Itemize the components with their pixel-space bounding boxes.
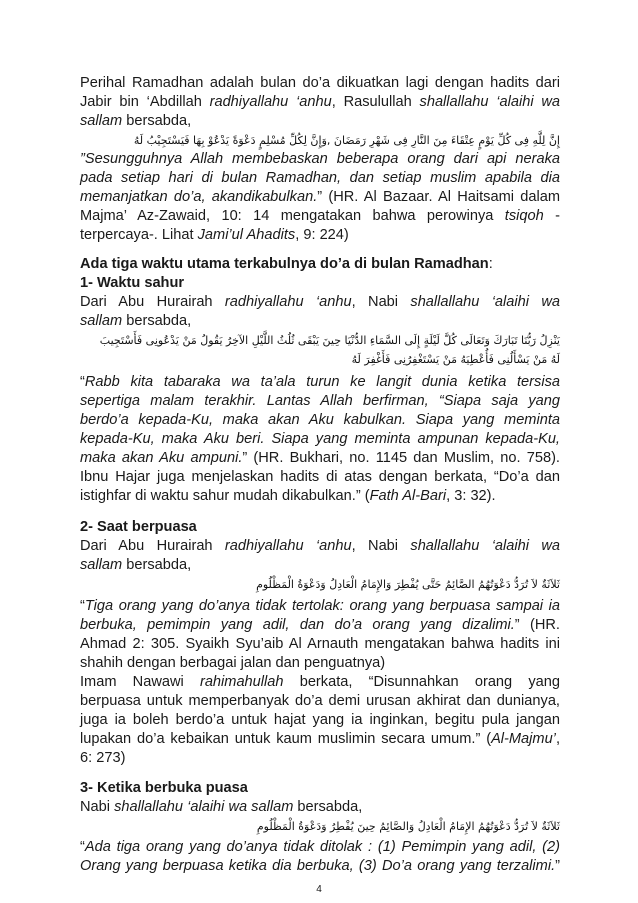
text: ”	[555, 858, 560, 874]
text: juga ia boleh berdo’a untuk hajat yang ia inginkan, begitu pula jangan	[80, 712, 560, 728]
text: Majma’ Az-Zawaid, 10: 14 mengatakan bahwa perowinya	[80, 208, 505, 224]
text: berpuasa untuk memperbanyak do’a demi urusan akhirat dan dunianya,	[80, 693, 560, 709]
text: -	[543, 208, 560, 224]
text: pada setiap hari di bulan Ramadhan, dan setiap muslim apabila dia	[80, 170, 560, 186]
intro-line-3	[80, 112, 560, 131]
text: Ibnu Hajar juga menjelaskan hadits di atas dengan berkata, “Do’a dan	[80, 469, 560, 485]
honorific: rahimahullah	[199, 674, 284, 690]
text: Dari Abu Hurairah	[80, 538, 225, 554]
sec1-line-1	[80, 293, 560, 312]
honorific: shallallahu ‘alaihi wa sallam	[114, 799, 294, 815]
sec2-nawawi-line-2	[80, 692, 560, 711]
sec1-para-line-1	[80, 468, 560, 487]
text: Jabir bin ‘Abdillah	[80, 94, 210, 110]
intro-line-2	[80, 93, 560, 112]
page-number: 4	[316, 884, 322, 895]
text: Imam Nawawi	[80, 674, 200, 690]
sec2-quote-line-3	[80, 635, 560, 654]
sec3-arabic-hadith: ثَلاَثَةٌ لاَ تُرَدُّ دَعْوَتُهُمُ الإِمَامُ الْعَادِلُ وَالصَّائِمُ حِينَ يُفْطِرُ وَدَعْوَةُ الْمَظْلُومِ	[256, 820, 560, 833]
sec2-arabic-hadith: ثَلاَثَةٌ لاَ تُرَدُّ دَعْوَتُهُمُ الصَّائِمُ حَتَّى يُفْطِرَ وَالإِمَامُ الْعَادِلُ وَدَعْوَةُ الْمَظْلُومِ	[256, 578, 560, 591]
text: berbuka, pemimpin yang adil, dan do’a orang yang dizalimi.	[80, 617, 515, 633]
sec1-quote-line-3	[80, 411, 560, 430]
sec2-quote-line-2	[80, 616, 560, 635]
book-title: Fath Al-Bari	[369, 488, 447, 504]
honorific: sallam	[80, 313, 123, 329]
text: Ahmad 2: 305. Syaikh Syu’aib Al Arnauth mengatakan bahwa hadits ini	[80, 636, 560, 652]
sec2-nawawi-line-1	[80, 673, 560, 692]
text: Perihal Ramadhan adalah bulan do’a dikuatkan lagi dengan hadits dari	[80, 75, 560, 91]
text: ”Sesungguhnya Allah membebaskan beberapa orang dari api neraka	[80, 151, 560, 167]
text: bersabda,	[122, 313, 192, 329]
honorific: sallam	[80, 557, 123, 573]
text: berkata, “Disunnahkan orang yang	[283, 674, 560, 690]
sec2-quote-line-1	[80, 597, 560, 616]
text: , 9: 224)	[295, 227, 349, 243]
text: “	[80, 598, 85, 614]
heading-text: Ada tiga waktu utama terkabulnya do’a di bulan Ramadhan	[80, 256, 489, 272]
sec1-quote-line-4	[80, 430, 560, 449]
sec2-heading: 2- Saat berpuasa	[80, 519, 197, 535]
text: “	[80, 839, 85, 855]
honorific: sallam	[80, 113, 123, 129]
sec2-line-2	[80, 556, 560, 575]
book-title: Al-Majmu’	[491, 731, 556, 747]
text: terpercaya-. Lihat	[80, 227, 198, 243]
text: , Nabi	[351, 538, 411, 554]
intro-quote-line-4	[80, 207, 560, 226]
book-title: Jami’ul Ahadits	[197, 227, 296, 243]
text: Nabi	[80, 799, 115, 815]
text: , Nabi	[351, 294, 411, 310]
sec2-nawawi-line-3	[80, 711, 560, 730]
text: maka akan Aku ampuni.	[80, 450, 243, 466]
sec1-quote-line-5	[80, 449, 560, 468]
sec1-arabic-line-2: لَهُ مَنْ يَسْأَلُنِى فَأُعْطِيَهُ مَنْ يَسْتَغْفِرُنِى فَأَغْفِرَ لَهُ	[351, 353, 560, 366]
intro-quote-line-5	[80, 226, 560, 245]
sec1-arabic-line-1: يَنْزِلُ رَبُّنَا تَبَارَكَ وَتَعَالَى كُلَّ لَيْلَةٍ إِلَى السَّمَاءِ الدُّنْيَا حِينَ يَبْقَى ثُلُثُ اللَّيْلِ الآخِرُ يَقُولُ مَنْ يَدْعُونِى فَأَسْتَجِيبَ	[99, 334, 560, 347]
honorific: shallallahu ‘alaihi wa	[419, 94, 561, 110]
term: tsiqoh	[504, 208, 544, 224]
sec3-line-1	[80, 798, 560, 817]
text: ” (HR. Bukhari, no. 1145 dan Muslim, no. 758).	[242, 450, 560, 466]
text: lupakan do’a kebaikan untuk kaum muslimin secara umum.” (	[80, 731, 492, 747]
sec2-nawawi-line-4	[80, 730, 560, 749]
sec2-nawawi-line-5	[80, 749, 560, 768]
honorific: shallallahu ‘alaihi wa	[410, 294, 560, 310]
text: Ada tiga orang yang do’anya tidak ditolak : (1) Pemimpin yang adil, (2)	[84, 839, 560, 855]
text: Dari Abu Hurairah	[80, 294, 225, 310]
intro-line-1	[80, 74, 560, 93]
text: Orang yang berpuasa ketika dia berbuka, (3) Do’a orang yang terzalimi.	[80, 858, 556, 874]
text: 6: 273)	[80, 750, 126, 766]
section-heading	[80, 255, 560, 274]
text: berdo’a kepada-Ku, maka akan Aku kabulkan. Siapa yang meminta	[80, 412, 560, 428]
text: Tiga orang yang do’anya tidak tertolak: orang yang berpuasa sampai ia	[84, 598, 560, 614]
text: :	[488, 256, 493, 272]
sec1-line-2	[80, 312, 560, 331]
text: ” (HR. Al Bazaar. Al Haitsami dalam	[317, 189, 560, 205]
text: shahih dengan berbagai jalan dan penguatnya)	[80, 655, 386, 671]
sec2-quote-line-4	[80, 654, 560, 673]
text: sepertiga malam terakhir. Lantas Allah berfirman, “Siapa saja yang	[80, 393, 560, 409]
sec1-quote-line-2	[80, 392, 560, 411]
text: “	[80, 374, 85, 390]
intro-quote-line-3	[80, 188, 560, 207]
honorific: shallallahu ‘alaihi wa	[410, 538, 560, 554]
text: bersabda,	[122, 557, 192, 573]
sec1-quote-line-1	[80, 373, 560, 392]
honorific: radhiyallahu ‘anhu	[224, 538, 352, 554]
text: , 3: 32).	[446, 488, 496, 504]
honorific: radhiyallahu ‘anhu	[224, 294, 352, 310]
sec1-para-line-2	[80, 487, 560, 506]
intro-quote-line-2	[80, 169, 560, 188]
text: bersabda,	[293, 799, 363, 815]
text: ,	[555, 731, 560, 747]
sec1-heading: 1- Waktu sahur	[80, 275, 185, 291]
text: ” (HR.	[514, 617, 560, 633]
intro-arabic-hadith: إِنَّ لِلَّهِ فِى كُلِّ يَوْمٍ عِتْقَاءَ مِنَ النَّارِ فِى شَهْرِ رَمَضَانَ ,وَإِنَّ لِكُلِّ مُسْلِمٍ دَعْوَةً يَدْعُوْ بِهَا فَيَسْتَجِيْبُ لَهُ	[133, 134, 560, 147]
text: Rabb kita tabaraka wa ta’ala turun ke langit dunia ketika tersisa	[84, 374, 560, 390]
text: bersabda,	[122, 113, 192, 129]
sec3-quote-line-1	[80, 838, 560, 857]
honorific: radhiyallahu ‘anhu	[209, 94, 332, 110]
text: istighfar di waktu sahur mudah dikabulkan.” (	[80, 488, 370, 504]
intro-quote-line-1	[80, 150, 560, 169]
text: kepada-Ku, maka Aku beri. Siapa yang meminta ampunan kepada-Ku,	[80, 431, 560, 447]
sec3-heading: 3- Ketika berbuka puasa	[80, 780, 248, 796]
text: memanjatkan do’a, akandikabulkan.	[80, 189, 318, 205]
sec2-line-1	[80, 537, 560, 556]
text: , Rasulullah	[331, 94, 420, 110]
sec3-quote-line-2	[80, 857, 560, 876]
